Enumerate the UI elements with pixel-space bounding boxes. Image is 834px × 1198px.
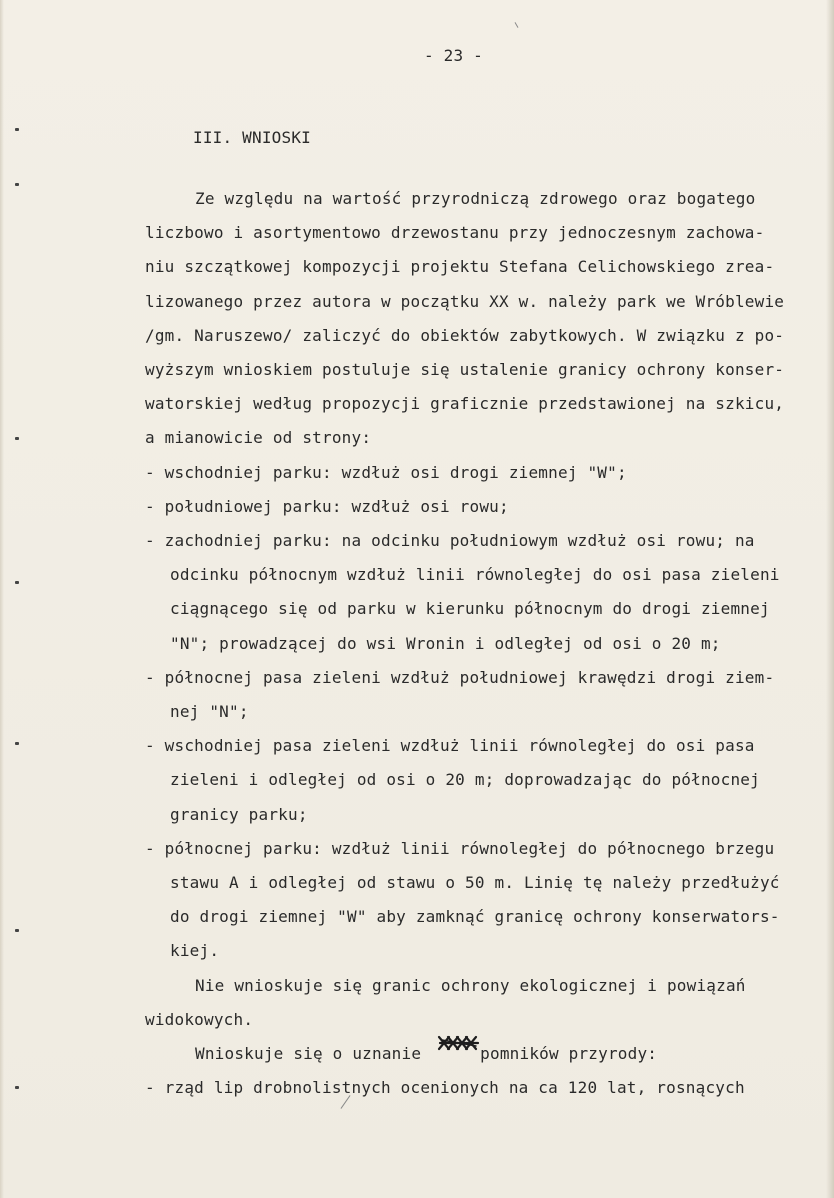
text-line: - południowej parku: wzdłuż osi rowu; xyxy=(145,497,509,516)
margin-mark xyxy=(15,183,19,186)
page-left-edge xyxy=(0,0,4,1198)
text-line: - wschodniej parku: wzdłuż osi drogi ziemnej "W"; xyxy=(145,463,627,482)
text-line: lizowanego przez autora w początku XX w. należy park we Wróblewie xyxy=(145,292,785,311)
text-line: a mianowicie od strony: xyxy=(145,428,372,447)
text-line: - rząd lip drobnolistnych ocenionych na ca 120 lat, rosnących xyxy=(145,1078,745,1097)
text-line: Wnioskuje się o uznanie pomników przyrody: xyxy=(195,1044,658,1063)
text-line: "N"; prowadzącej do wsi Wronin i odległej od osi o 20 m; xyxy=(170,634,721,653)
margin-mark xyxy=(15,742,19,745)
text-line: Nie wnioskuje się granic ochrony ekologicznej i powiązań xyxy=(195,976,746,995)
margin-mark xyxy=(15,128,19,131)
text-line: odcinku północnym wzdłuż linii równoległej do osi pasa zieleni xyxy=(170,565,780,584)
text-line: wyższym wnioskiem postuluje się ustalenie granicy ochrony konser- xyxy=(145,360,785,379)
text-line: widokowych. xyxy=(145,1010,254,1029)
page-number: - 23 - xyxy=(424,46,483,65)
text-line: zieleni i odległej od osi o 20 m; doprowadzając do północnej xyxy=(170,770,760,789)
text-line: Ze względu na wartość przyrodniczą zdrowego oraz bogatego xyxy=(195,189,756,208)
margin-mark xyxy=(15,929,19,932)
struck-out-word xyxy=(436,1034,482,1052)
text-line: do drogi ziemnej "W" aby zamknąć granicę ochrony konserwators- xyxy=(170,907,780,926)
text-line: /gm. Naruszewo/ zaliczyć do obiektów zabytkowych. W związku z po- xyxy=(145,326,785,345)
text-line: - północnej parku: wzdłuż linii równoległej do północnego brzegu xyxy=(145,839,775,858)
pencil-scratch xyxy=(515,22,519,28)
text-line: - wschodniej pasa zieleni wzdłuż linii równoległej do osi pasa xyxy=(145,736,755,755)
text-line: ciągnącego się od parku w kierunku północnym do drogi ziemnej xyxy=(170,599,770,618)
text-line: watorskiej według propozycji graficznie przedstawionej na szkicu, xyxy=(145,394,785,413)
section-heading: III. WNIOSKI xyxy=(193,128,311,147)
text-line: - zachodniej parku: na odcinku południowym wzdłuż osi rowu; na xyxy=(145,531,755,550)
page-right-edge xyxy=(826,0,834,1198)
margin-mark xyxy=(15,581,19,584)
margin-mark xyxy=(15,1086,19,1089)
text-line: nej "N"; xyxy=(170,702,249,721)
text-line: - północnej pasa zieleni wzdłuż południowej krawędzi drogi ziem- xyxy=(145,668,775,687)
text-line: stawu A i odległej od stawu o 50 m. Linię tę należy przedłużyć xyxy=(170,873,780,892)
text-line: kiej. xyxy=(170,941,220,960)
margin-mark xyxy=(15,437,19,440)
text-line: granicy parku; xyxy=(170,805,308,824)
text-line: liczbowo i asortymentowo drzewostanu przy jednoczesnym zachowa- xyxy=(145,223,765,242)
text-line: niu szczątkowej kompozycji projektu Stefana Celichowskiego zrea- xyxy=(145,257,775,276)
